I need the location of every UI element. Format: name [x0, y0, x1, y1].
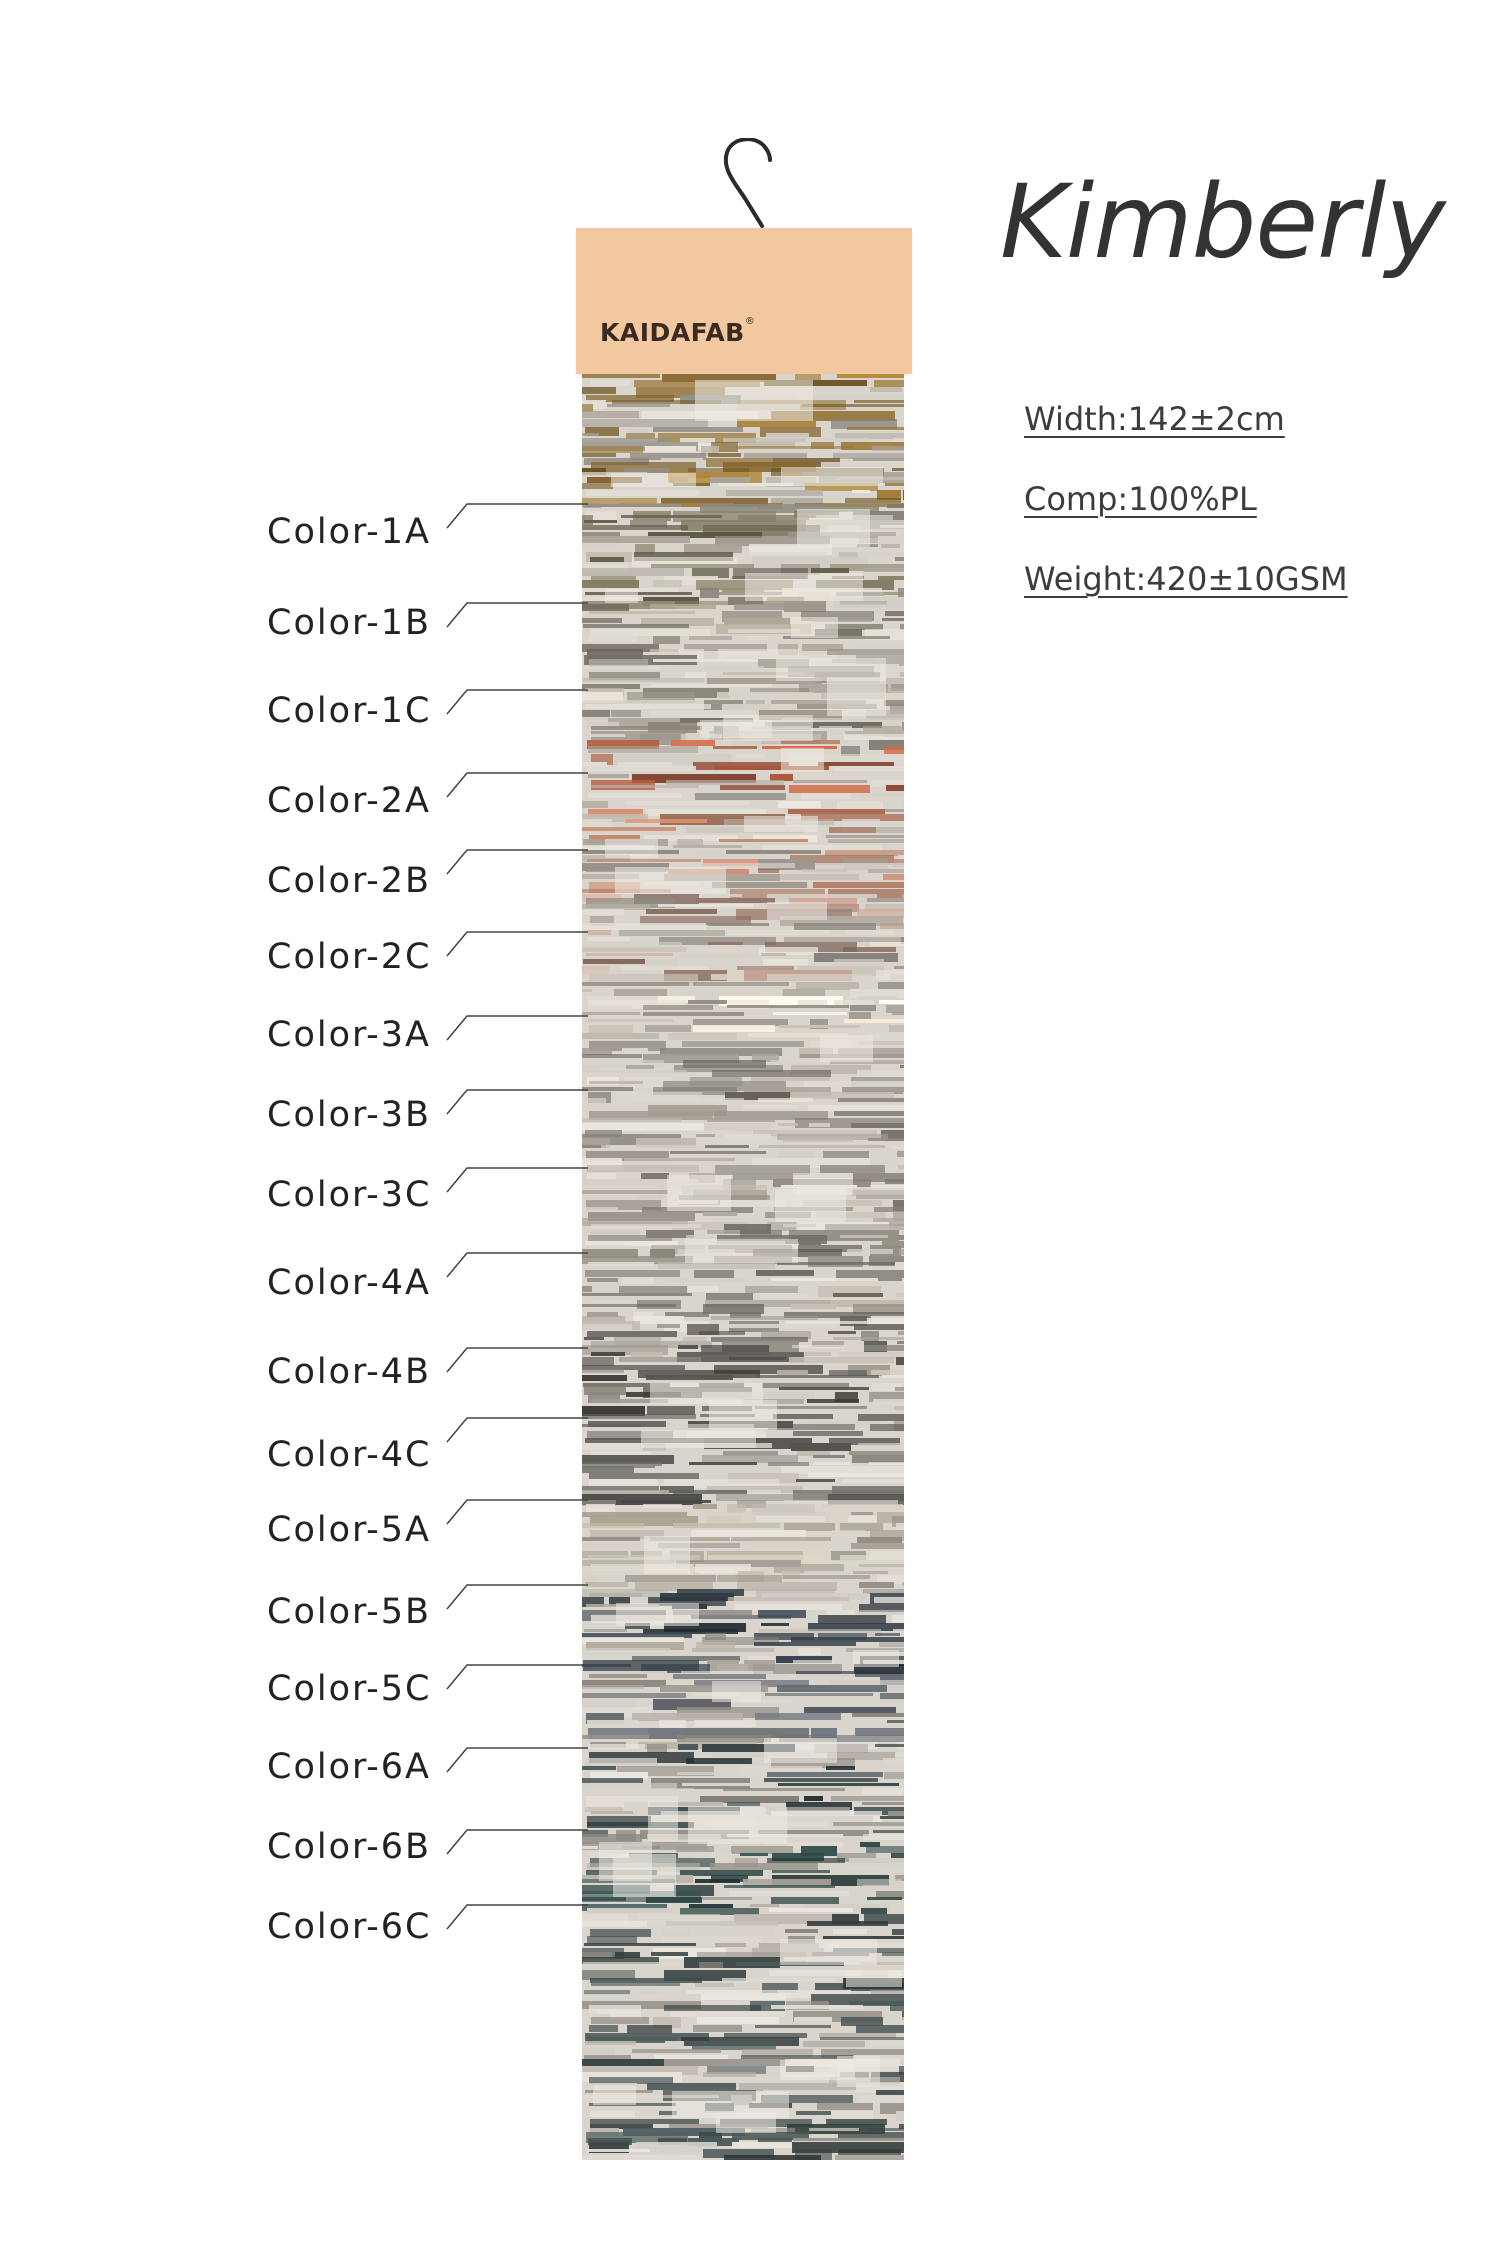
spec-composition: Comp:100%PL — [1024, 480, 1257, 518]
color-label-color-6c: Color-6C — [267, 1907, 432, 1947]
leader-line — [447, 1418, 588, 1442]
leader-line — [447, 1168, 588, 1192]
color-label-color-5a: Color-5A — [267, 1510, 431, 1550]
spec-width: Width:142±2cm — [1024, 400, 1285, 438]
leader-line — [447, 1348, 588, 1372]
color-label-color-2a: Color-2A — [267, 781, 431, 821]
color-label-color-2c: Color-2C — [267, 937, 432, 977]
leader-line — [447, 603, 588, 627]
leader-line — [447, 1585, 588, 1609]
color-label-color-3c: Color-3C — [267, 1175, 432, 1215]
color-label-color-1a: Color-1A — [267, 512, 431, 552]
color-label-color-4b: Color-4B — [267, 1352, 432, 1392]
brand-logo-text: KAIDAFAB — [600, 318, 745, 347]
leader-line — [447, 690, 588, 714]
product-title: Kimberly — [1000, 163, 1445, 282]
leader-line — [447, 773, 588, 797]
color-label-color-4c: Color-4C — [267, 1435, 432, 1475]
leader-line — [447, 1665, 588, 1689]
color-label-color-6b: Color-6B — [267, 1827, 432, 1867]
leader-line — [447, 1500, 588, 1524]
leader-line — [447, 1090, 588, 1114]
leader-line — [447, 850, 588, 874]
color-label-color-1b: Color-1B — [267, 603, 432, 643]
color-label-color-5b: Color-5B — [267, 1592, 432, 1632]
color-label-color-3b: Color-3B — [267, 1095, 432, 1135]
leader-line — [447, 932, 588, 956]
registered-mark: ® — [744, 316, 756, 327]
leader-line — [447, 1016, 588, 1040]
color-label-color-3a: Color-3A — [267, 1015, 431, 1055]
color-label-color-6a: Color-6A — [267, 1747, 431, 1787]
leader-line — [447, 1253, 588, 1277]
leader-line — [447, 1905, 588, 1929]
leader-line — [447, 1830, 588, 1854]
leader-line — [447, 504, 588, 528]
color-label-color-1c: Color-1C — [267, 691, 432, 731]
spec-weight: Weight:420±10GSM — [1024, 560, 1348, 598]
color-label-color-2b: Color-2B — [267, 861, 432, 901]
color-label-color-5c: Color-5C — [267, 1669, 432, 1709]
color-label-color-4a: Color-4A — [267, 1263, 431, 1303]
leader-line — [447, 1748, 588, 1772]
